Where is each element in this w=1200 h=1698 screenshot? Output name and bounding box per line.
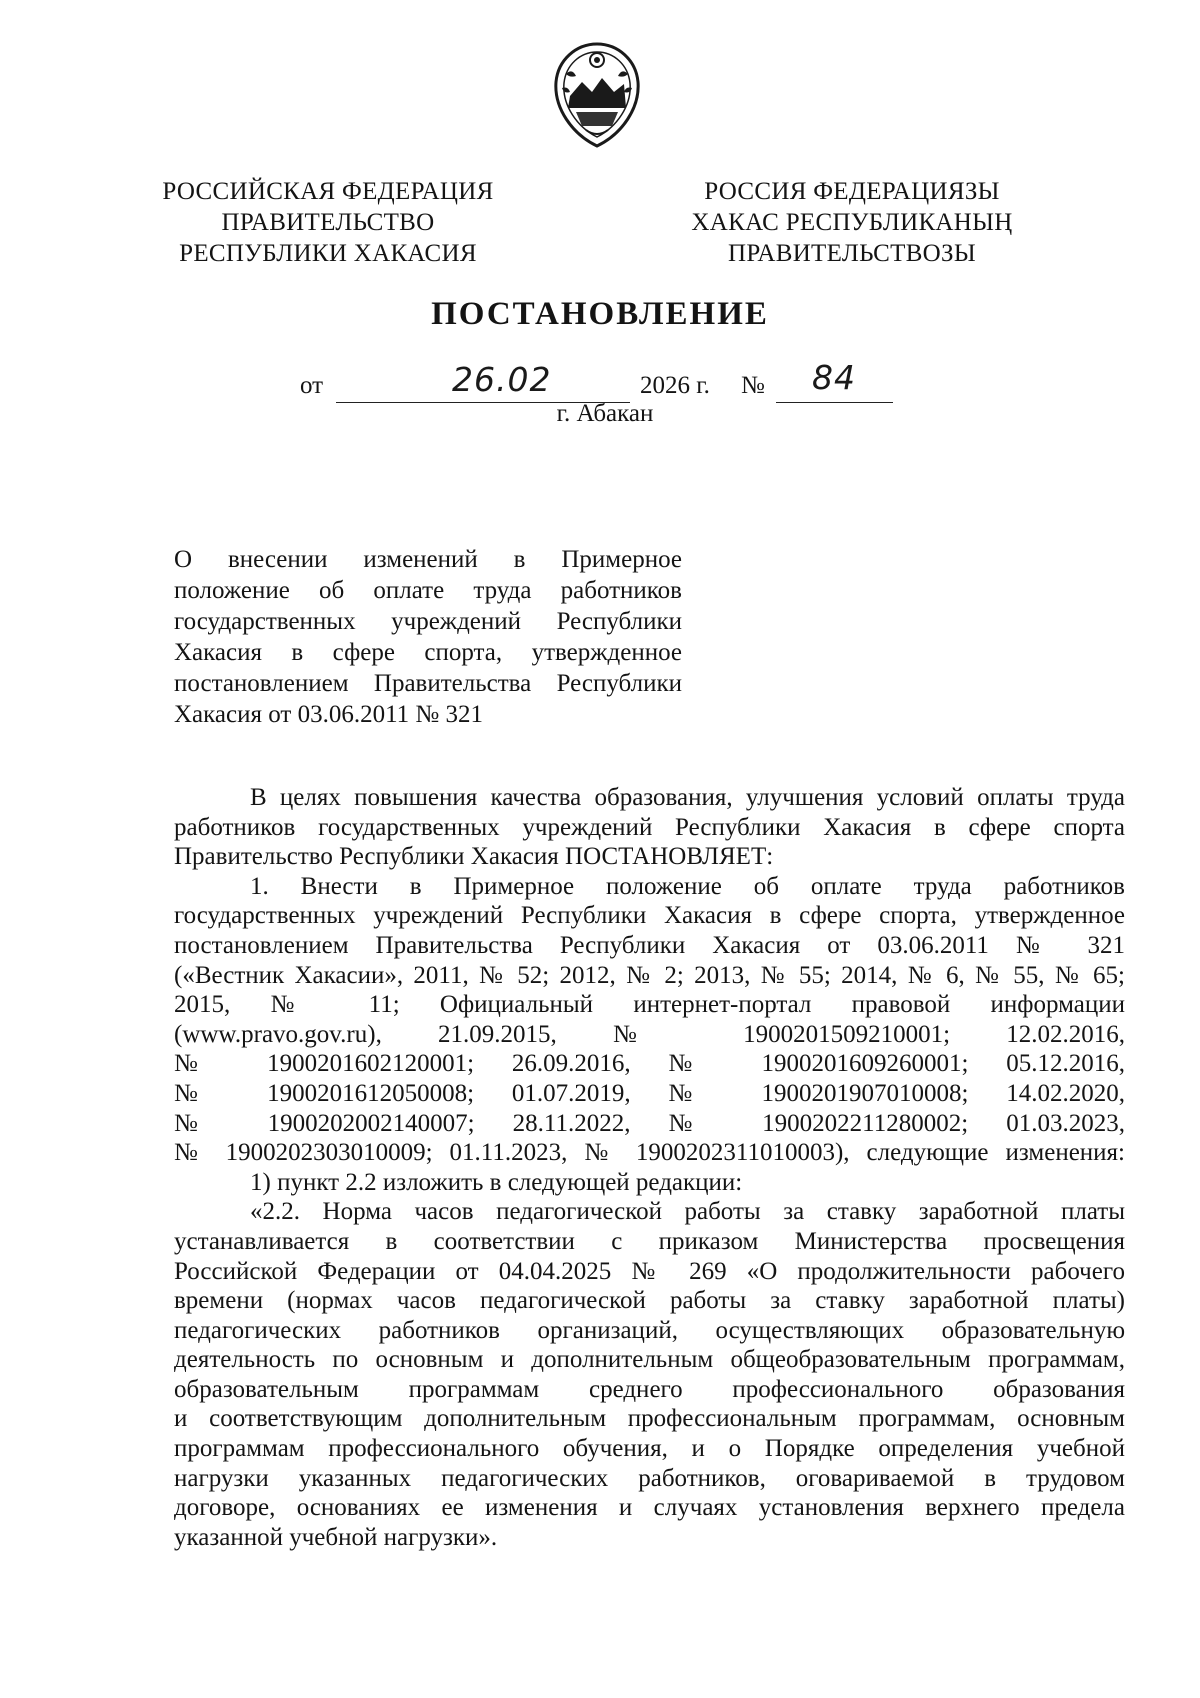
body-line: 1. Внести в Примерное положение об оплате труда работников — [250, 872, 1125, 900]
subject-line: государственных учреждений Республики — [174, 608, 682, 635]
body-line: № 1900202303010009; 01.11.2023, № 1900202311010003), следующие изменения: — [174, 1139, 1125, 1167]
header-right-block — [682, 176, 1022, 269]
header-left-line: РЕСПУБЛИКИ ХАКАСИЯ — [179, 240, 477, 267]
body-line: Правительство Республики Хакасия ПОСТАНОВЛЯЕТ: — [174, 843, 774, 871]
subject-block — [174, 544, 682, 730]
body-line: образовательным программам среднего профессионального образования — [174, 1375, 1125, 1403]
document-title: ПОСТАНОВЛЕНИЕ — [431, 296, 769, 332]
header-right-line: РОССИЯ ФЕДЕРАЦИЯЗЫ — [704, 178, 1000, 205]
body-line: (www.pravo.gov.ru), 21.09.2015, № 1900201509210001; 12.02.2016, — [174, 1020, 1125, 1048]
subject-line: Хакасия от 03.06.2011 № 321 — [174, 701, 484, 728]
body-line: программам профессионального обучения, и о Порядке определения учебной — [174, 1435, 1125, 1463]
header-right-line: ХАКАС РЕСПУБЛИКАНЫҢ — [691, 209, 1013, 236]
header-left-line: РОССИЙСКАЯ ФЕДЕРАЦИЯ — [162, 178, 494, 205]
coat-of-arms-emblem — [546, 38, 648, 150]
date-from-label: от — [300, 372, 324, 399]
subject-line: постановлением Правительства Республики — [174, 670, 682, 697]
body-line: 1) пункт 2.2 изложить в следующей редакции: — [250, 1168, 743, 1196]
header-left-block — [138, 176, 518, 269]
body-line: «2.2. Норма часов педагогической работы за ставку заработной платы — [250, 1198, 1125, 1226]
body-line: государственных учреждений Республики Хакасия в сфере спорта, утвержденное — [174, 902, 1125, 930]
body-line: постановлением Правительства Республики Хакасия от 03.06.2011 № 321 — [174, 931, 1125, 959]
body-line: Российской Федерации от 04.04.2025 № 269 «О продолжительности рабочего — [174, 1257, 1125, 1285]
body-line: № 1900202002140007; 28.11.2022, № 1900202211280002; 01.03.2023, — [174, 1109, 1125, 1137]
subject-line: Хакасия в сфере спорта, утвержденное — [174, 639, 682, 666]
number-label: № — [741, 372, 765, 399]
body-line: педагогических работников организаций, осуществляющих образовательную — [174, 1316, 1125, 1344]
body-line: работников государственных учреждений Республики Хакасия в сфере спорта — [174, 813, 1125, 841]
header-right-line: ПРАВИТЕЛЬСТВОЗЫ — [728, 240, 976, 267]
subject-line: О внесении изменений в Примерное — [174, 546, 682, 573]
subject-line: положение об оплате труда работников — [174, 577, 682, 604]
city-name: г. Абакан — [556, 400, 654, 427]
body-line: указанной учебной нагрузки». — [174, 1523, 498, 1551]
body-line: нагрузки указанных педагогических работников, оговариваемой в трудовом — [174, 1464, 1125, 1492]
date-year: 2026 г. — [640, 372, 710, 399]
handwritten-date: 26.02 — [452, 360, 552, 399]
header-left-line: ПРАВИТЕЛЬСТВО — [221, 209, 435, 236]
handwritten-number: 84 — [812, 358, 856, 397]
body-line: и соответствующим дополнительным профессиональным программам, основным — [174, 1405, 1125, 1433]
body-line: В целях повышения качества образования, улучшения условий оплаты труда — [250, 784, 1125, 811]
body-line: № 1900201612050008; 01.07.2019, № 1900201907010008; 14.02.2020, — [174, 1079, 1125, 1107]
body-line: времени (нормах часов педагогической работы за ставку заработной платы) — [174, 1287, 1125, 1315]
body-line: («Вестник Хакасии», 2011, № 52; 2012, № 2; 2013, № 55; 2014, № 6, № 55, № 65; — [174, 961, 1125, 989]
body-line: 2015, № 11; Официальный интернет-портал правовой информации — [174, 991, 1125, 1019]
body-text — [174, 783, 1125, 1552]
body-line: деятельность по основным и дополнительным общеобразовательным программам, — [174, 1346, 1125, 1374]
date-number-row — [300, 358, 900, 404]
body-line: № 1900201602120001; 26.09.2016, № 1900201609260001; 05.12.2016, — [174, 1050, 1125, 1078]
body-line: договоре, основаниях ее изменения и случаях установления верхнего предела — [174, 1494, 1125, 1522]
body-line: устанавливается в соответствии с приказом Министерства просвещения — [174, 1227, 1125, 1255]
